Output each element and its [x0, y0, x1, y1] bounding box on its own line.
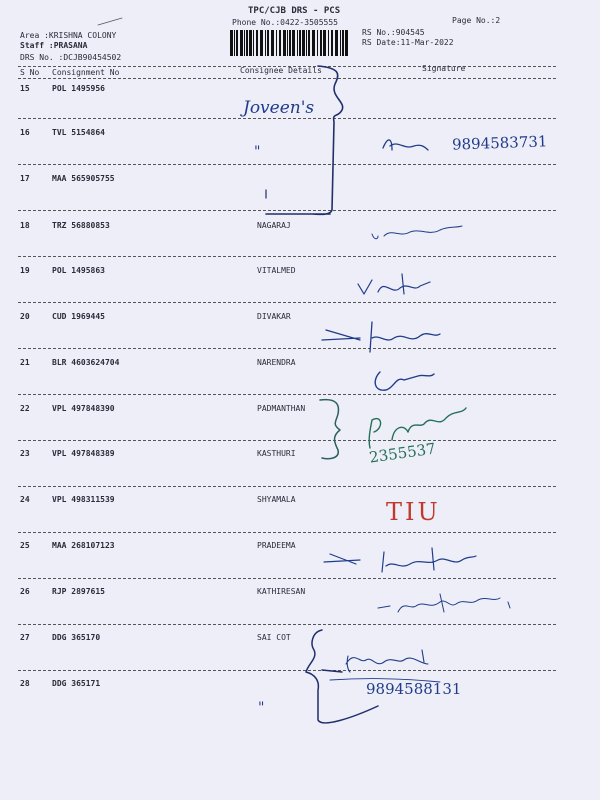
barcode-bar [253, 30, 254, 56]
barcode-bar [297, 30, 298, 56]
row-divider [18, 164, 556, 165]
row-consignment: DDG 365171 [52, 679, 101, 688]
barcode-bar [279, 30, 281, 56]
barcode-bar [340, 30, 341, 56]
row-consignment: VPL 497848389 [52, 449, 115, 458]
barcode-bar [249, 30, 252, 56]
row-divider [18, 624, 556, 625]
row-divider [18, 394, 556, 395]
row-consignee: SHYAMALA [257, 495, 296, 504]
barcode-bar [328, 30, 329, 56]
row-consignment: MAA 565905755 [52, 174, 115, 183]
row-divider [18, 486, 556, 487]
row-consignment: POL 1495863 [52, 266, 105, 275]
row-sno: 25 [20, 541, 30, 550]
row-sno: 24 [20, 495, 30, 504]
row-sno: 21 [20, 358, 30, 367]
row-consignment: POL 1495956 [52, 84, 105, 93]
barcode-bar [289, 30, 291, 56]
barcode-bar [283, 30, 286, 56]
handwritten-tiu: TIU [386, 498, 441, 526]
rs-number: RS No.:904545 [362, 28, 425, 37]
row-sno: 27 [20, 633, 30, 642]
barcode-bar [234, 30, 235, 56]
row-sno: 23 [20, 449, 30, 458]
row-consignment: CUD 1969445 [52, 312, 105, 321]
barcode-bar [244, 30, 245, 56]
drs-number: DRS No. :DCJB90454502 [20, 53, 122, 62]
barcode-bar [267, 30, 269, 56]
row-consignment: BLR 4603624704 [52, 358, 120, 367]
row-divider [18, 210, 556, 211]
barcode-bar [342, 30, 344, 56]
row-consignee: VITALMED [257, 266, 296, 275]
row-sno: 16 [20, 128, 30, 137]
row-consignee: NARENDRA [257, 358, 296, 367]
barcode-bar [246, 30, 248, 56]
barcode-bar [287, 30, 288, 56]
handwritten-number: 2355537 [368, 439, 437, 467]
row-consignment: VPL 497848390 [52, 404, 115, 413]
signature-row-16 [383, 140, 428, 150]
barcode-bar [276, 30, 277, 56]
row-sno: 15 [20, 84, 30, 93]
barcode-bar [306, 30, 307, 56]
row-consignee: SAI COT [257, 633, 291, 642]
row-sno: 18 [20, 221, 30, 230]
barcode-bar [331, 30, 333, 56]
pen-brace-mark [306, 630, 378, 723]
rs-date: RS Date:11-Mar-2022 [362, 38, 454, 47]
row-sno: 19 [20, 266, 30, 275]
row-consignment: VPL 498311539 [52, 495, 115, 504]
row-divider [18, 348, 556, 349]
barcode-bar [271, 30, 274, 56]
barcode-bar [240, 30, 243, 56]
signature-row-26 [378, 594, 510, 612]
handwritten-phone-number: 9894588131 [366, 680, 462, 698]
barcode-bar [236, 30, 238, 56]
handwritten-phone-number: 9894583731 [451, 132, 548, 154]
pen-brace-mark [320, 400, 340, 459]
column-sno: S No [20, 68, 40, 77]
barcode-bar [335, 30, 338, 56]
staff-label: Staff :PRASANA [20, 41, 88, 50]
row-consignee: NAGARAJ [257, 221, 291, 230]
row-consignee: KASTHURI [257, 449, 296, 458]
barcode-bar [265, 30, 266, 56]
row-divider [18, 118, 556, 119]
handwritten-joveens: Joveen's [243, 98, 315, 118]
pen-brace-mark [266, 66, 343, 214]
row-consignment: MAA 268107123 [52, 541, 115, 550]
column-consignee: Consignee Details [240, 66, 322, 75]
barcode-bar [299, 30, 301, 56]
handwritten-ditto-mark: " [254, 144, 261, 160]
row-consignment: RJP 2897615 [52, 587, 105, 596]
row-consignee: PRADEEMA [257, 541, 296, 550]
row-consignment: DDG 365170 [52, 633, 101, 642]
area-label: Area :KRISHNA COLONY [20, 31, 117, 40]
barcode-bar [230, 30, 233, 56]
column-signature: Signature [422, 64, 466, 73]
barcode-bar [320, 30, 322, 56]
page-number: Page No.:2 [452, 16, 501, 25]
row-consignee: PADMANTHAN [257, 404, 306, 413]
barcode-bar [260, 30, 263, 56]
barcode-bar [323, 30, 326, 56]
row-consignee: KATHIRESAN [257, 587, 306, 596]
row-divider [18, 670, 556, 671]
barcode-bar [308, 30, 310, 56]
row-consignee: DIVAKAR [257, 312, 291, 321]
barcode-bar [256, 30, 258, 56]
pen-tick-mark [98, 18, 122, 25]
row-sno: 22 [20, 404, 30, 413]
signature-row-18 [372, 226, 462, 239]
row-divider [18, 302, 556, 303]
row-divider [18, 256, 556, 257]
barcode-bar [317, 30, 318, 56]
row-divider [18, 532, 556, 533]
barcode-bar [302, 30, 305, 56]
signature-row-27 [346, 650, 428, 672]
column-divider [18, 78, 556, 79]
signature-row-21 [375, 372, 434, 390]
barcode-bar [292, 30, 295, 56]
row-sno: 26 [20, 587, 30, 596]
row-consignment: TRZ 56880853 [52, 221, 110, 230]
row-consignment: TVL 5154864 [52, 128, 105, 137]
row-sno: 17 [20, 174, 30, 183]
phone-number: Phone No.:0422-3505555 [232, 18, 338, 27]
row-sno: 20 [20, 312, 30, 321]
barcode-image [229, 30, 349, 56]
barcode-bar [312, 30, 315, 56]
signature-row-19 [358, 274, 430, 294]
handwritten-ditto-mark: " [258, 700, 265, 716]
row-divider [18, 578, 556, 579]
row-sno: 28 [20, 679, 30, 688]
barcode-bar [345, 30, 348, 56]
sheet-title: TPC/CJB DRS - PCS [248, 6, 341, 16]
column-consignment: Consignment No [52, 68, 120, 77]
signature-row-25 [324, 548, 476, 572]
row-divider [18, 440, 556, 441]
